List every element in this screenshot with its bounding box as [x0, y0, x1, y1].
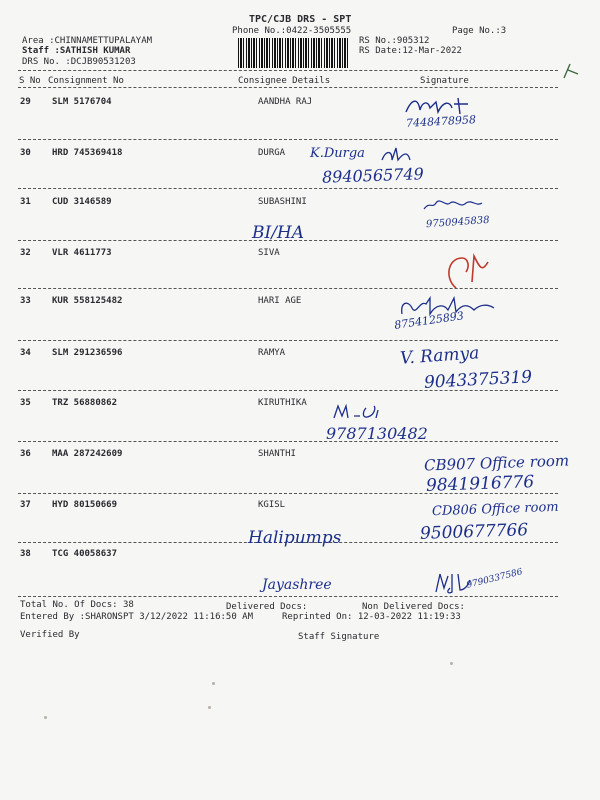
row-sno: 34 — [20, 348, 31, 358]
row-consignment: SLM 5176704 — [52, 97, 112, 107]
staff-label: Staff :SATHISH KUMAR — [22, 46, 131, 56]
row-sno: 37 — [20, 500, 31, 510]
row-consignment: CUD 3146589 — [52, 197, 112, 207]
row-consignee: KIRUTHIKA — [258, 398, 307, 408]
row-consignment: HYD 80150669 — [52, 500, 118, 510]
row-divider — [18, 340, 558, 341]
handwritten-phone: 9500677766 — [419, 520, 529, 544]
row-consignment: KUR 558125482 — [52, 296, 123, 306]
document-title: TPC/CJB DRS - SPT — [249, 14, 352, 25]
signature-scribble — [332, 402, 382, 424]
row-consignment: TRZ 56880862 — [52, 398, 118, 408]
page-number: Page No.:3 — [452, 26, 507, 36]
handwritten-phone: 7448478958 — [405, 113, 477, 130]
drs-number: DRS No. :DCJB90531203 — [22, 57, 136, 67]
handwritten-phone: 9750945838 — [425, 214, 490, 231]
rs-date: RS Date:12-Mar-2022 — [359, 46, 462, 56]
verified-by-label: Verified By — [20, 630, 80, 640]
row-sno: 31 — [20, 197, 31, 207]
handwritten-company: Halipumps — [248, 528, 342, 548]
row-divider — [18, 441, 558, 442]
row-divider — [18, 139, 558, 140]
scan-speck — [208, 706, 211, 709]
row-consignee: SIVA — [258, 248, 280, 258]
barcode — [238, 38, 350, 68]
delivered-docs: Delivered Docs: — [226, 602, 308, 612]
handwritten-name: Jayashree — [262, 577, 332, 593]
handwritten-name: V. Ramya — [399, 343, 480, 369]
reprinted-on: Reprinted On: 12-03-2022 11:19:33 — [282, 612, 461, 622]
column-header-sno: S No — [19, 76, 41, 86]
staff-signature-label: Staff Signature — [298, 632, 380, 642]
handwritten-name: BI/HA — [252, 223, 305, 243]
divider — [18, 596, 558, 597]
row-consignee: AANDHA RAJ — [258, 97, 313, 107]
entered-by: Entered By :SHARONSPT 3/12/2022 11:16:50 AM — [20, 612, 253, 622]
row-sno: 29 — [20, 97, 31, 107]
handwritten-phone: 9043375319 — [423, 367, 533, 393]
handwritten-note: CD806 Office room — [431, 499, 559, 520]
column-header-consignment: Consignment No — [48, 76, 124, 86]
row-consignment: SLM 291236596 — [52, 348, 123, 358]
handwritten-name: K.Durga — [310, 146, 365, 161]
row-consignment: TCG 40058637 — [52, 549, 118, 559]
row-consignment: MAA 287242609 — [52, 449, 123, 459]
row-consignee: SHANTHI — [258, 449, 296, 459]
divider — [18, 87, 558, 88]
row-sno: 36 — [20, 449, 31, 459]
row-sno: 32 — [20, 248, 31, 258]
row-consignment: HRD 745369418 — [52, 148, 123, 158]
divider — [18, 70, 558, 71]
row-sno: 38 — [20, 549, 31, 559]
rs-number: RS No.:905312 — [359, 36, 430, 46]
column-header-consignee: Consignee Details — [238, 76, 331, 86]
handwritten-phone: 9790337586 — [465, 567, 524, 591]
total-docs: Total No. Of Docs: 38 — [20, 600, 134, 610]
row-sno: 30 — [20, 148, 31, 158]
handwritten-phone: 9787130482 — [326, 424, 428, 443]
handwritten-phone: 8940565749 — [321, 164, 425, 187]
row-consignee: RAMYA — [258, 348, 286, 358]
row-divider — [18, 390, 558, 391]
column-header-signature: Signature — [420, 76, 469, 86]
signature-scribble — [378, 146, 418, 166]
scan-speck — [450, 662, 453, 665]
row-consignee: KGISL — [258, 500, 286, 510]
scan-speck — [44, 716, 47, 719]
row-sno: 33 — [20, 296, 31, 306]
row-consignee: HARI AGE — [258, 296, 302, 306]
signature-scribble — [420, 195, 490, 215]
area-label: Area :CHINNAMETTUPALAYAM — [22, 36, 153, 46]
row-consignee: SUBASHINI — [258, 197, 307, 207]
pencil-mark-icon — [560, 60, 584, 82]
handwritten-phone: 9841916776 — [425, 472, 535, 496]
non-delivered-docs: Non Delivered Docs: — [362, 602, 465, 612]
phone-number: Phone No.:0422-3505555 — [232, 26, 352, 36]
row-consignment: VLR 4611773 — [52, 248, 112, 258]
row-consignee: DURGA — [258, 148, 286, 158]
row-divider — [18, 188, 558, 189]
handwritten-phone: 8754125893 — [393, 309, 465, 332]
signature-scribble — [442, 252, 496, 292]
handwritten-note: CB907 Office room — [423, 451, 570, 475]
scan-speck — [212, 682, 215, 685]
row-sno: 35 — [20, 398, 31, 408]
